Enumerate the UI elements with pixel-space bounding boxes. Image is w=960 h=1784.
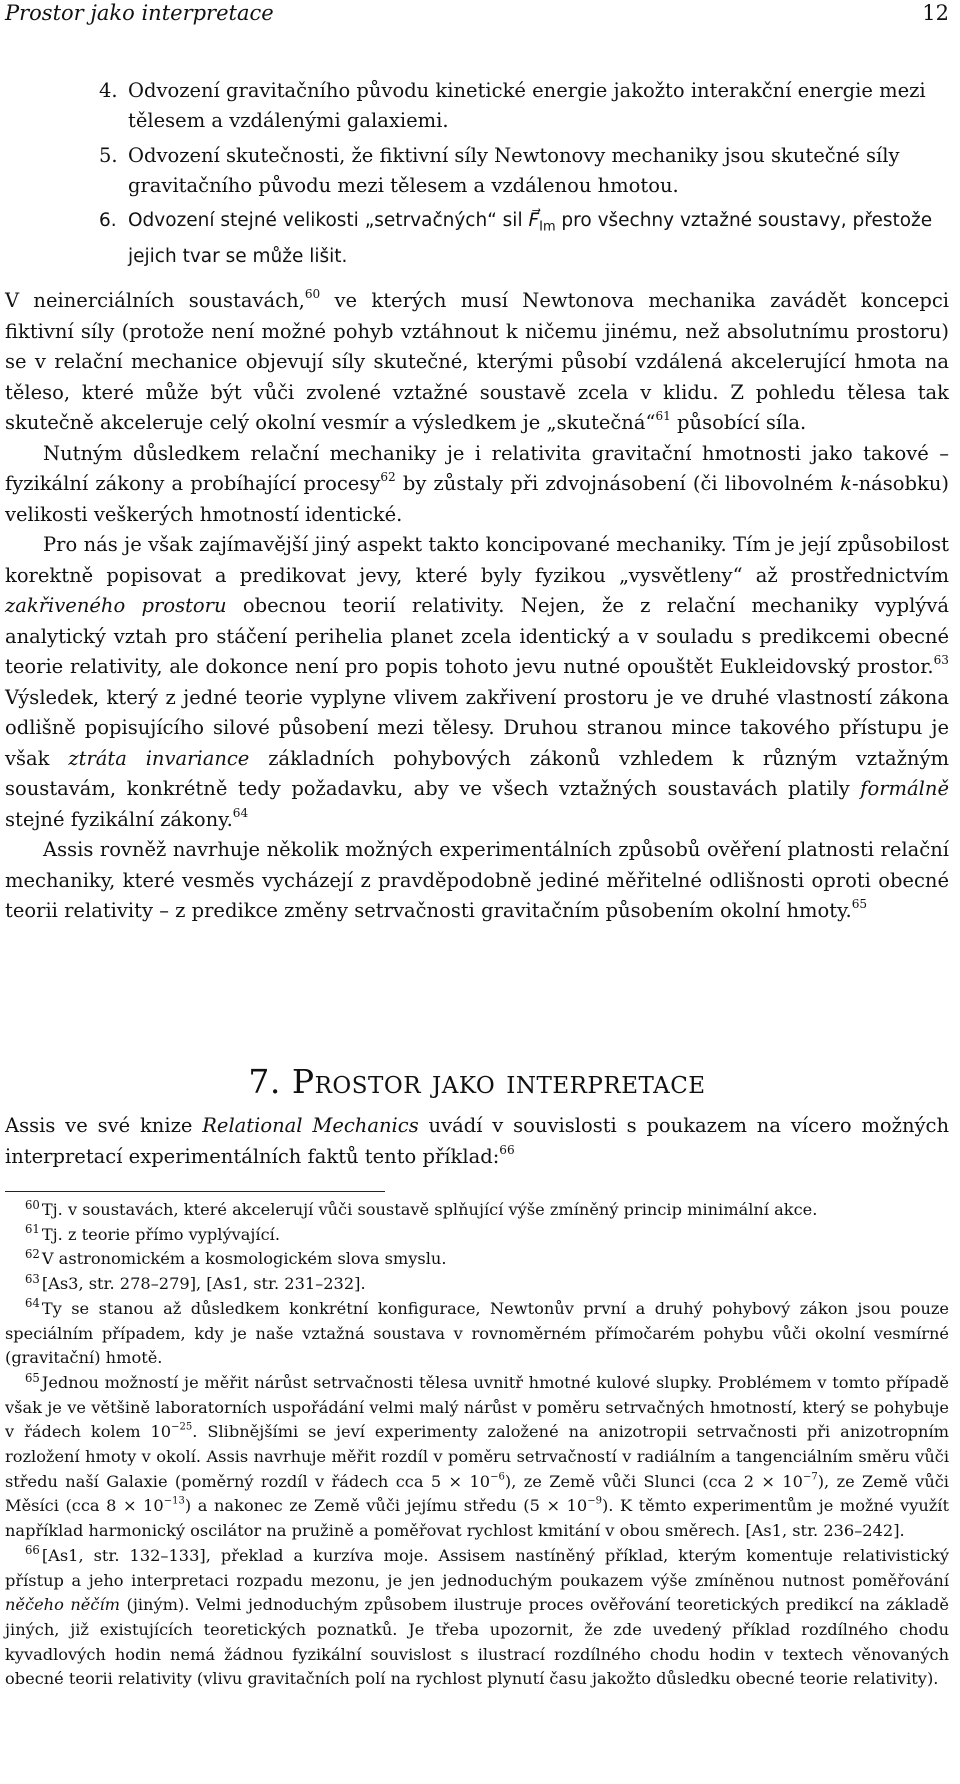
- text-run: V neinerciálních soustavách,: [5, 289, 305, 312]
- section-heading: [5, 1062, 949, 1102]
- text-run: Výsledek, který z jedné teorie vyplyne vlivem zakřivení prostoru je ve druhé vlastností zákona odlišně popisujícího silové působení mezi tělesy. Druhou stranou mince takového přístupu je však: [5, 685, 949, 770]
- list-item: [5, 141, 949, 200]
- text-run: uvádí v souvislosti s poukazem na vícero možných interpretací experimentálních faktů tento příklad:: [5, 1114, 949, 1168]
- text-run: by zůstaly při zdvojnásobení (či libovolném: [395, 472, 841, 495]
- text-run: působící síla.: [670, 411, 807, 434]
- paragraph: [5, 835, 949, 927]
- paragraph: [5, 1110, 949, 1172]
- text-run: Assis rovněž navrhuje několik možných experimentálních způsobů ověření platnosti relační mechaniky, které vesměs vycházejí z pravděpodobně jediné měřitelné odlišnosti oproti obecné teorii relativity – z predikce změny setrvačnosti gravitačním působením okolní hmoty.: [5, 838, 949, 922]
- footnote: [5, 1272, 949, 1297]
- footnote-text: ), ze Země vůči Měsíci (cca 8 × 10: [5, 1471, 949, 1516]
- emphasis: něčeho něčím: [5, 1595, 120, 1615]
- footnote-text: Tj. z teorie přímo vyplývající.: [41, 1224, 280, 1244]
- footnote-text: [As1, str. 132–133], překlad a kurzíva moje. Assisem nastíněný příklad, kterým komentuje relativistický přístup a jeho interpretaci rozpadu mezonu, je jen jednoduchým poukazem výše zmíněnou nutnost poměřování: [5, 1545, 949, 1590]
- section-number: 7.: [248, 1062, 281, 1101]
- footnote-ref[interactable]: 65: [851, 896, 868, 911]
- page-number: 12: [922, 1, 949, 25]
- footnote-mark: 65: [25, 1370, 40, 1385]
- exponent: −9: [587, 1495, 602, 1507]
- footnote-ref[interactable]: 63: [933, 652, 949, 667]
- footnote-ref[interactable]: 64: [232, 805, 249, 820]
- footnote-text: Jednou možností je měřit nárůst setrvačnosti tělesa uvnitř hmotné kulové slupky. Problémem v tomto případě však je ve většině laboratorních uspořádání velmi malý nárůst v poměru setrvačných hmotností, který se pohybuje v řádech kolem 10: [5, 1372, 949, 1442]
- running-head-title: Prostor jako interpretace: [5, 1, 274, 25]
- footnote-mark: 64: [25, 1296, 40, 1311]
- footnote-ref[interactable]: 61: [655, 408, 671, 423]
- force-symbol: F⃗: [528, 210, 540, 231]
- text-run: Nutným důsledkem relační mechaniky je i relativita gravitační hmotnosti jako takové – fyzikální zákony a probíhající procesy: [5, 441, 949, 495]
- footnote: [5, 1198, 949, 1223]
- list-item-text: pro všechny vztažné soustavy, přestože jejich tvar se může lišit.: [128, 210, 933, 268]
- footnote-mark: 60: [25, 1197, 40, 1212]
- enumerated-list: [5, 76, 949, 278]
- emphasis: ztráta invariance: [68, 746, 250, 770]
- text-run: základních pohybových zákonů vzhledem k různým vztažným soustavám, konkrétně tedy požadavku, aby ve všech vztažných soustavách platily: [5, 746, 949, 800]
- paragraph: [5, 439, 949, 531]
- footnote-text: Tj. v soustavách, které akcelerují vůči soustavě splňující výše zmíněný princip minimální akce.: [41, 1200, 818, 1219]
- exponent: −6: [490, 1471, 505, 1483]
- emphasis: zakřiveného prostoru: [5, 594, 227, 617]
- footnote-text: ). K těmto experimentům je možné využít například harmonický oscilátor na pružině a poměřovat rychlost kmitání v obou směrech. [As1, str. 236–242].: [5, 1496, 949, 1541]
- footnote-text: . Slibnějšími se jeví experimenty založené na anizotropii setrvačnosti při anizotropním rozložení hmoty v okolí. Assis navrhuje měřit rozdíl v poměru setrvačností v radiálním a tangenciálním směru vůči středu naší Galaxie (poměrný rozdíl v řádech cca 5 × 10: [5, 1422, 950, 1491]
- list-item-number: 5.: [99, 144, 118, 167]
- list-item-number: 6.: [99, 210, 117, 231]
- footnote: [5, 1247, 949, 1272]
- footnote-mark: 66: [25, 1543, 40, 1558]
- list-item: [5, 76, 949, 135]
- force-symbol-subscript: Im: [539, 219, 556, 235]
- footnote-mark: 61: [25, 1222, 40, 1237]
- footnote: [5, 1544, 949, 1692]
- footnote-ref[interactable]: 66: [499, 1142, 515, 1157]
- exponent: −13: [163, 1495, 185, 1507]
- text-run: obecnou teorií relativity. Nejen, že z relační mechaniky vyplývá analytický vztah pro stáčení perihelia planet zcela identický a v souladu s predikcemi obecné teorie relativity, ale dokonce není pro popis tohoto jevu nutné opouštět Eukleidovský prostor.: [5, 594, 950, 678]
- footnote-mark: 62: [25, 1247, 40, 1261]
- footnote: [5, 1223, 949, 1248]
- body-text: [5, 286, 949, 927]
- emphasis: formálně: [860, 777, 949, 800]
- footnote-text: [As3, str. 278–279], [As1, str. 231–232].: [41, 1274, 366, 1294]
- footnote-text: V astronomickém a kosmologickém slova smyslu.: [41, 1249, 447, 1269]
- list-item-number: 4.: [99, 79, 118, 102]
- paragraph: [5, 530, 949, 835]
- section-title: Prostor jako interpretace: [291, 1062, 706, 1101]
- math-variable: k: [840, 472, 852, 495]
- text-run: -násobku) velikosti veškerých hmotností identické.: [5, 472, 949, 526]
- text-run: Pro nás je však zajímavější jiný aspekt takto koncipované mechaniky. Tím je její způsobilost korektně popisovat a predikovat jevy, které byly fyzikou „vysvětleny“ až prostřednictvím: [5, 533, 949, 587]
- footnotes: [5, 1198, 949, 1692]
- section-body: [5, 1110, 949, 1172]
- footnote-text: Ty se stanou až důsledkem konkrétní konfigurace, Newtonův první a druhý pohybový zákon jsou pouze speciálním případem, kdy je naše vztažná soustava v rovnoměrném přímočarém pohybu vůči okolní vesmírné (gravitační) hmotě.: [5, 1298, 949, 1368]
- text-run: ve kterých musí Newtonova mechanika zavádět koncepci fiktivní síly (protože není možné pohyb vztáhnout k ničemu jinému, než absolutnímu prostoru) se v relační mechanice objevují síly skutečné, kterými působí vzdálená akcelerující hmota na těleso, které může být vůči zvolené vztažné soustavě zcela v klidu. Z pohledu tělesa tak skutečně akceleruje celý okolní vesmír a výsledkem je „skutečná“: [5, 289, 949, 434]
- footnote-rule: [5, 1191, 385, 1192]
- text-run: Assis ve své knize: [5, 1114, 203, 1137]
- list-item: [5, 206, 949, 272]
- book-title: Relational Mechanics: [202, 1114, 419, 1137]
- footnote: [5, 1371, 949, 1544]
- running-head: [5, 0, 949, 30]
- exponent: −25: [171, 1421, 193, 1433]
- footnote-text: ) a nakonec ze Země vůči jejímu středu (5 × 10: [184, 1496, 588, 1516]
- list-item-text: Odvození gravitačního původu kinetické energie jakožto interakční energie mezi tělesem a vzdálenými galaxiemi.: [128, 79, 926, 132]
- footnote: [5, 1297, 949, 1371]
- footnote-mark: 63: [25, 1271, 40, 1286]
- footnote-ref[interactable]: 62: [380, 469, 396, 484]
- paragraph: [5, 286, 949, 439]
- footnote-text: ), ze Země vůči Slunci (cca 2 × 10: [504, 1471, 803, 1491]
- footnote-text: (jiným). Velmi jednoduchým způsobem ilustruje proces ověřování teoretických predikcí na základě jiných, již existujících teoretických poznatků. Je třeba upozornit, že zde uvedený příklad rozdílného chodu kyvadlových hodin nemá žádnou fyzikální souvislost s ilustrací rozdílného chodu hodin v textech věnovaných obecné teorii relativity (vlivu gravitačních polí na rychlost plynutí času jakožto důsledku obecné teorie relativity).: [5, 1595, 949, 1689]
- text-run: stejné fyzikální zákony.: [5, 807, 233, 831]
- list-item-text: Odvození skutečnosti, že fiktivní síly Newtonovy mechaniky jsou skutečné síly gravitačního původu mezi tělesem a vzdálenou hmotou.: [128, 144, 900, 197]
- exponent: −7: [802, 1471, 818, 1483]
- footnote-ref[interactable]: 60: [304, 286, 321, 301]
- list-item-text: Odvození stejné velikosti „setrvačných“ sil: [128, 210, 529, 231]
